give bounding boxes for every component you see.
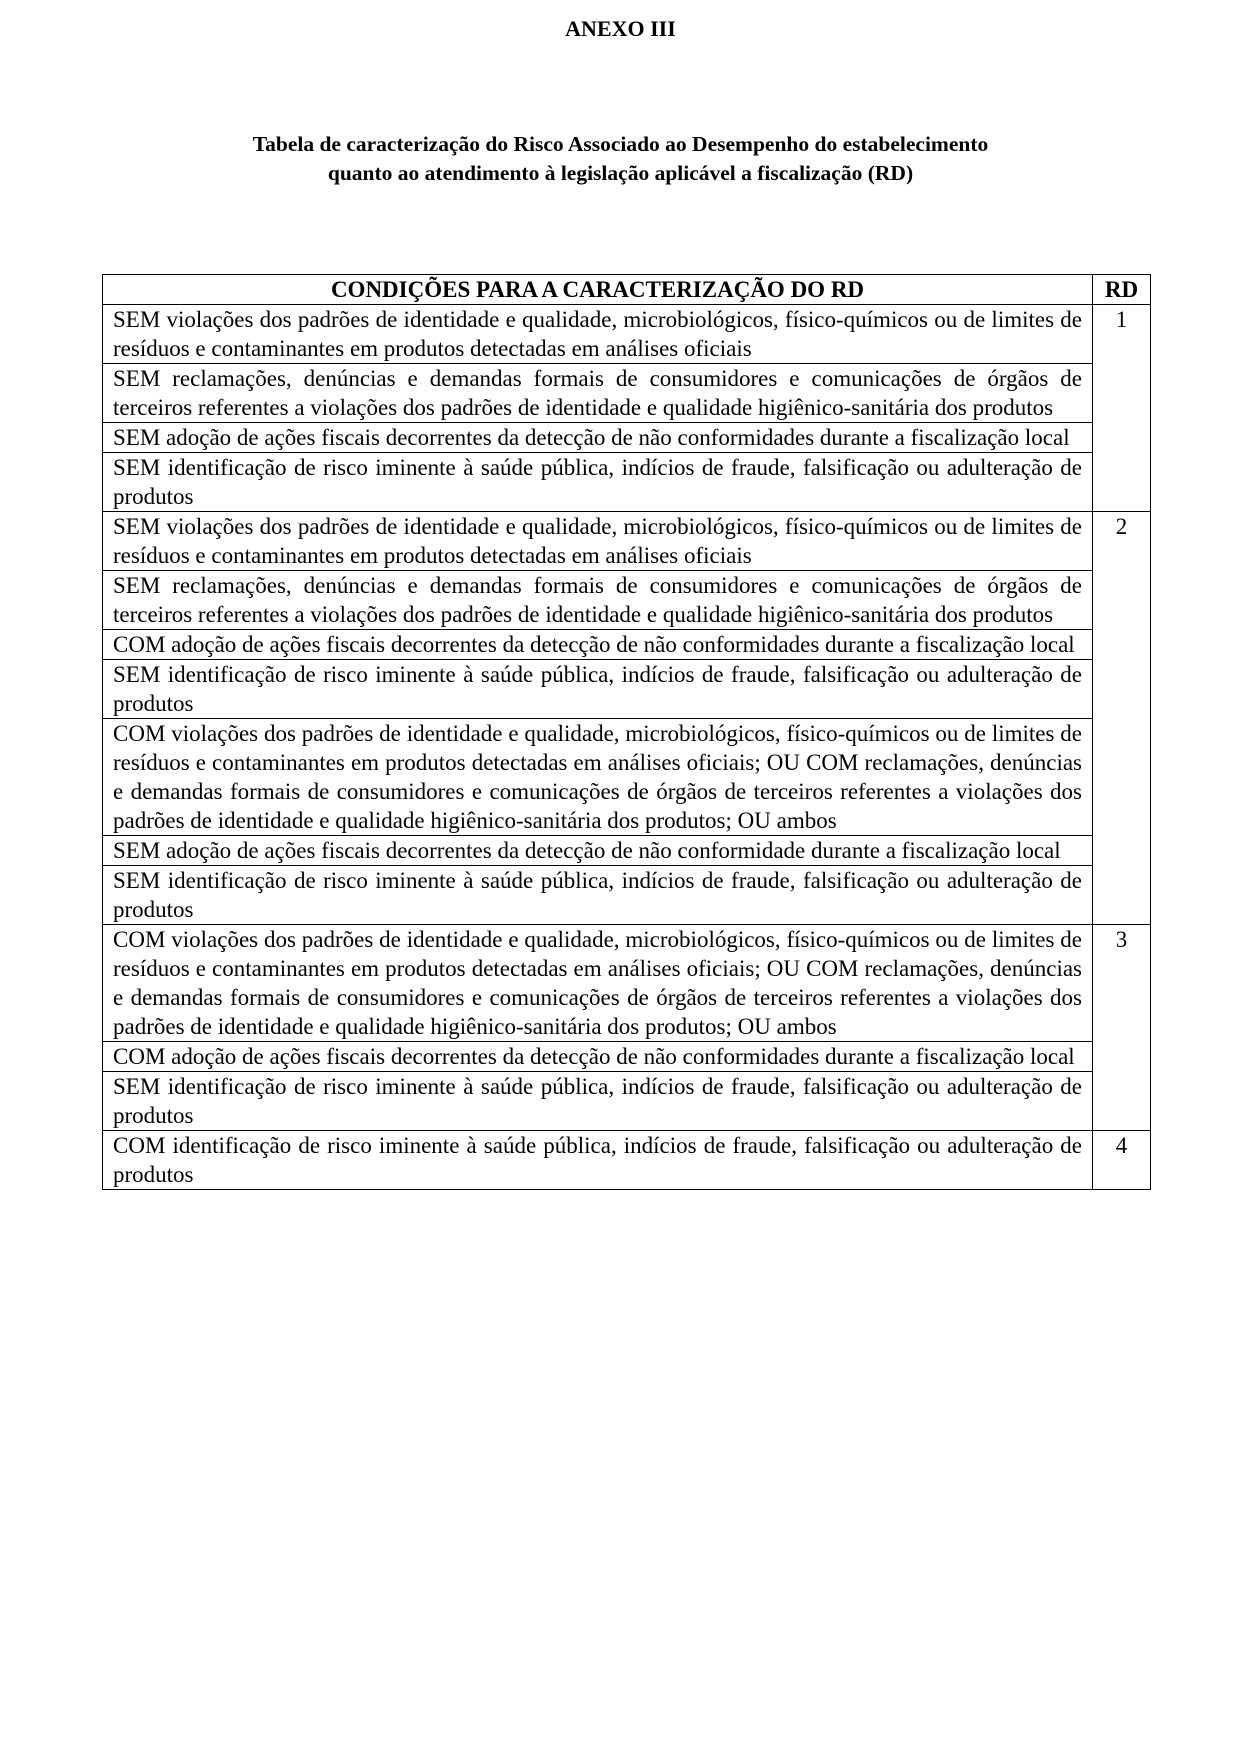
condition-cell: SEM identificação de risco iminente à saúde pública, indícios de fraude, falsificação ou adulteração de produtos xyxy=(103,453,1093,512)
document-title-line-2: quanto ao atendimento à legislação aplicável a fiscalização (RD) xyxy=(327,161,914,185)
condition-cell: SEM violações dos padrões de identidade e qualidade, microbiológicos, físico-químicos ou de limites de resíduos e contaminantes em produtos detectadas em análises oficiais xyxy=(103,512,1093,571)
condition-cell: SEM identificação de risco iminente à saúde pública, indícios de fraude, falsificação ou adulteração de produtos xyxy=(103,866,1093,925)
table-row xyxy=(103,305,1151,364)
condition-cell: COM violações dos padrões de identidade e qualidade, microbiológicos, físico-químicos ou de limites de resíduos e contaminantes em produtos detectadas em análises oficiais; OU COM reclamações, denúncias e demandas formais de consumidores e comunicações de órgãos de terceiros referentes a violações dos padrões de identidade e qualidade higiênico-sanitária dos produtos; OU ambos xyxy=(103,925,1093,1042)
condition-cell: SEM reclamações, denúncias e demandas formais de consumidores e comunicações de órgãos de terceiros referentes a violações dos padrões de identidade e qualidade higiênico-sanitária dos produtos xyxy=(103,364,1093,423)
table-row xyxy=(103,836,1151,866)
table-body xyxy=(103,305,1151,1190)
rd-value-cell: 3 xyxy=(1093,925,1151,1131)
rd-value-cell: 4 xyxy=(1093,1131,1151,1190)
table-row xyxy=(103,453,1151,512)
table-row xyxy=(103,660,1151,719)
table-row xyxy=(103,925,1151,1042)
condition-cell: SEM identificação de risco iminente à saúde pública, indícios de fraude, falsificação ou adulteração de produtos xyxy=(103,660,1093,719)
rd-characterization-table xyxy=(102,274,1151,1190)
condition-cell: SEM adoção de ações fiscais decorrentes da detecção de não conformidade durante a fiscalização local xyxy=(103,836,1093,866)
table-row xyxy=(103,423,1151,453)
condition-cell: COM adoção de ações fiscais decorrentes da detecção de não conformidades durante a fiscalização local xyxy=(103,630,1093,660)
condition-cell: COM violações dos padrões de identidade e qualidade, microbiológicos, físico-químicos ou de limites de resíduos e contaminantes em produtos detectadas em análises oficiais; OU COM reclamações, denúncias e demandas formais de consumidores e comunicações de órgãos de terceiros referentes a violações dos padrões de identidade e qualidade higiênico-sanitária dos produtos; OU ambos xyxy=(103,719,1093,836)
condition-cell: SEM violações dos padrões de identidade e qualidade, microbiológicos, físico-químicos ou de limites de resíduos e contaminantes em produtos detectadas em análises oficiais xyxy=(103,305,1093,364)
condition-cell: COM adoção de ações fiscais decorrentes da detecção de não conformidades durante a fiscalização local xyxy=(103,1042,1093,1072)
condition-cell: COM identificação de risco iminente à saúde pública, indícios de fraude, falsificação ou adulteração de produtos xyxy=(103,1131,1093,1190)
condition-cell: SEM adoção de ações fiscais decorrentes da detecção de não conformidades durante a fiscalização local xyxy=(103,423,1093,453)
table-row xyxy=(103,630,1151,660)
table-row xyxy=(103,364,1151,423)
rd-value-cell: 1 xyxy=(1093,305,1151,512)
condition-cell: SEM identificação de risco iminente à saúde pública, indícios de fraude, falsificação ou adulteração de produtos xyxy=(103,1072,1093,1131)
table-row xyxy=(103,1131,1151,1190)
table-header-row xyxy=(103,275,1151,305)
table-row xyxy=(103,571,1151,630)
document-title xyxy=(0,130,1241,188)
header-conditions: CONDIÇÕES PARA A CARACTERIZAÇÃO DO RD xyxy=(103,275,1093,305)
table-row xyxy=(103,1072,1151,1131)
condition-cell: SEM reclamações, denúncias e demandas formais de consumidores e comunicações de órgãos de terceiros referentes a violações dos padrões de identidade e qualidade higiênico-sanitária dos produtos xyxy=(103,571,1093,630)
table-row xyxy=(103,1042,1151,1072)
header-rd: RD xyxy=(1093,275,1151,305)
table-row xyxy=(103,866,1151,925)
annex-title: ANEXO III xyxy=(565,16,676,41)
table-row xyxy=(103,512,1151,571)
rd-value-cell: 2 xyxy=(1093,512,1151,925)
document-title-line-1: Tabela de caracterização do Risco Associado ao Desempenho do estabelecimento xyxy=(252,132,989,156)
table-row xyxy=(103,719,1151,836)
